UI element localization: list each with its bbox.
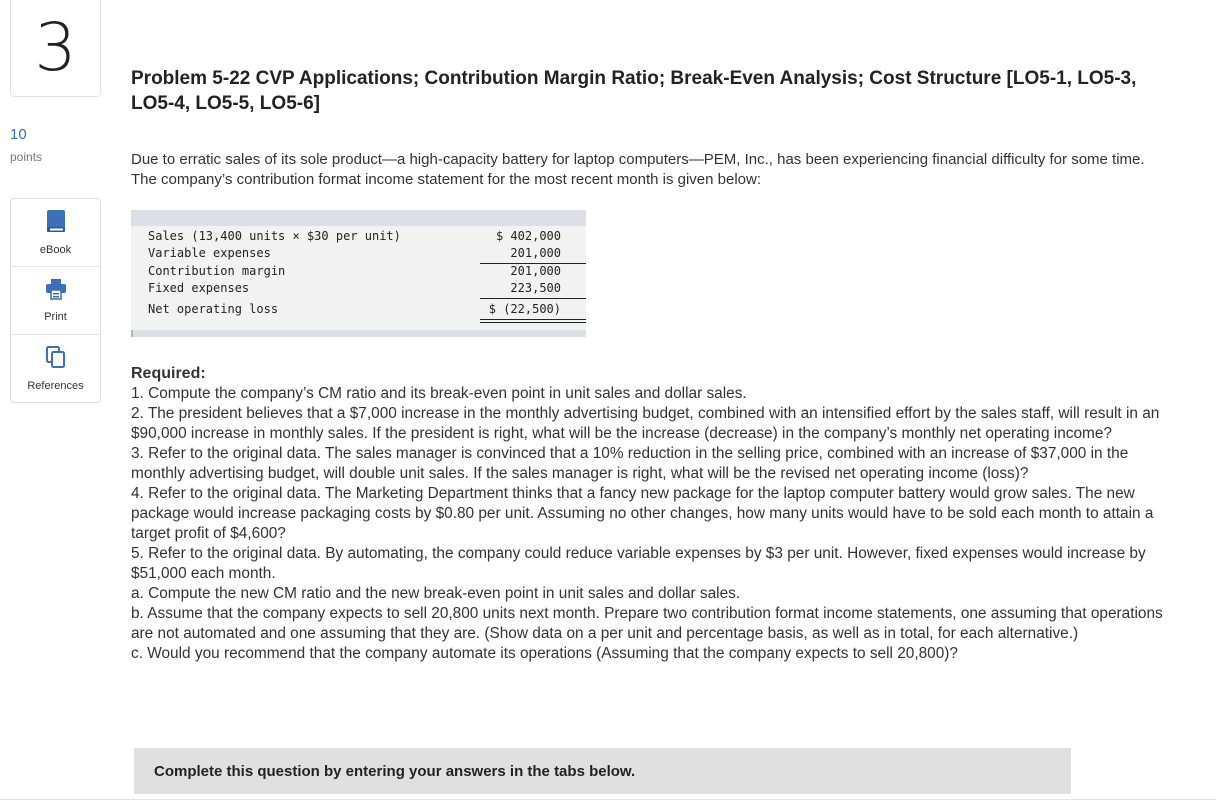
points-value: 10: [10, 126, 27, 143]
question-number: 3: [34, 9, 77, 86]
print-button[interactable]: [11, 267, 100, 335]
statement-row-net: [148, 302, 573, 319]
statement-label: Fixed expenses: [148, 281, 250, 295]
print-label: Print: [44, 311, 67, 323]
printer-icon: [45, 278, 67, 305]
required-item-1: 1. Compute the company’s CM ratio and its break-even point in unit sales and dollar sales.: [131, 385, 747, 402]
footer-divider: [0, 799, 1216, 800]
book-icon: [45, 209, 67, 238]
references-label: References: [27, 380, 84, 392]
required-item-5c: c. Would you recommend that the company automate its operations (Assuming that the company expects to sell 20,800)?: [131, 645, 958, 662]
income-statement: [131, 210, 586, 337]
tools-panel: [10, 198, 101, 403]
statement-bottom-bar: [131, 330, 586, 337]
statement-amount: 201,000: [510, 264, 561, 278]
statement-amount: 223,500: [510, 281, 561, 295]
points-label: points: [10, 150, 43, 164]
required-item-2: 2. The president believes that a $7,000 increase in the monthly advertising budget, combined with an intensified effort by the sales staff, will result in an $90,000 increase in monthly sales. If the president is right, what will be the increase (decrease) in the company’s monthly net operating income?: [131, 405, 1160, 442]
statement-label: Sales (13,400 units × $30 per unit): [148, 229, 401, 243]
required-item-5b: b. Assume that the company expects to sell 20,800 units next month. Prepare two contribution format income statements, one assuming that operations are not automated and one assuming that they are. (Show data on a per unit and percentage basis, as well as in total, for each alternative.): [131, 605, 1163, 642]
statement-double-underline: [480, 319, 586, 323]
statement-amount: $ (22,500): [488, 302, 561, 316]
statement-label: Contribution margin: [148, 264, 286, 278]
required-item-5a: a. Compute the new CM ratio and the new break-even point in unit sales and dollar sales.: [131, 585, 741, 602]
question-number-box: [10, 0, 101, 97]
statement-row-cm: [148, 264, 573, 281]
statement-amount: $ 402,000: [495, 229, 561, 243]
required-section: [131, 364, 1171, 664]
ebook-label: eBook: [39, 244, 72, 256]
statement-label: Variable expenses: [148, 246, 271, 260]
statement-underline: [480, 298, 586, 299]
ebook-button[interactable]: [11, 199, 100, 267]
required-item-5: 5. Refer to the original data. By automating, the company could reduce variable expenses by $3 per unit. However, fixed expenses would increase by $51,000 each month.: [131, 545, 1146, 582]
required-item-4: 4. Refer to the original data. The Marketing Department thinks that a fancy new package for the laptop computer battery would grow sales. The new package would increase packaging costs by $0.80 per unit. Assuming no other changes, how many units would have to be sold each month to attain a target profit of $4,600?: [131, 485, 1154, 542]
complete-banner-text: Complete this question by entering your answers in the tabs below.: [154, 762, 636, 780]
references-button[interactable]: [11, 335, 100, 402]
statement-amount: 201,000: [510, 246, 561, 260]
problem-title: Problem 5-22 CVP Applications; Contribution Margin Ratio; Break-Even Analysis; Cost Structure [LO5-1, LO5-3, LO5-4, LO5-5, LO5-6]: [131, 68, 1137, 114]
complete-banner: [134, 748, 1071, 794]
statement-row-sales: [148, 229, 573, 246]
required-heading: Required:: [131, 365, 206, 382]
problem-intro: Due to erratic sales of its sole product—a high-capacity battery for laptop computers—PEM, Inc., has been experiencing financial difficulty for some time. The company’s contribution format income statement for the most recent month is given below:: [131, 151, 1145, 188]
statement-row-variable: [148, 246, 573, 263]
statement-label: Net operating loss: [148, 302, 279, 316]
copy-icon: [45, 345, 67, 374]
statement-row-fixed: [148, 281, 573, 298]
required-item-3: 3. Refer to the original data. The sales manager is convinced that a 10% reduction in the selling price, combined with an increase of $37,000 in the monthly advertising budget, will double unit sales. If the sales manager is right, what will be the revised net operating income (loss)?: [131, 445, 1129, 482]
